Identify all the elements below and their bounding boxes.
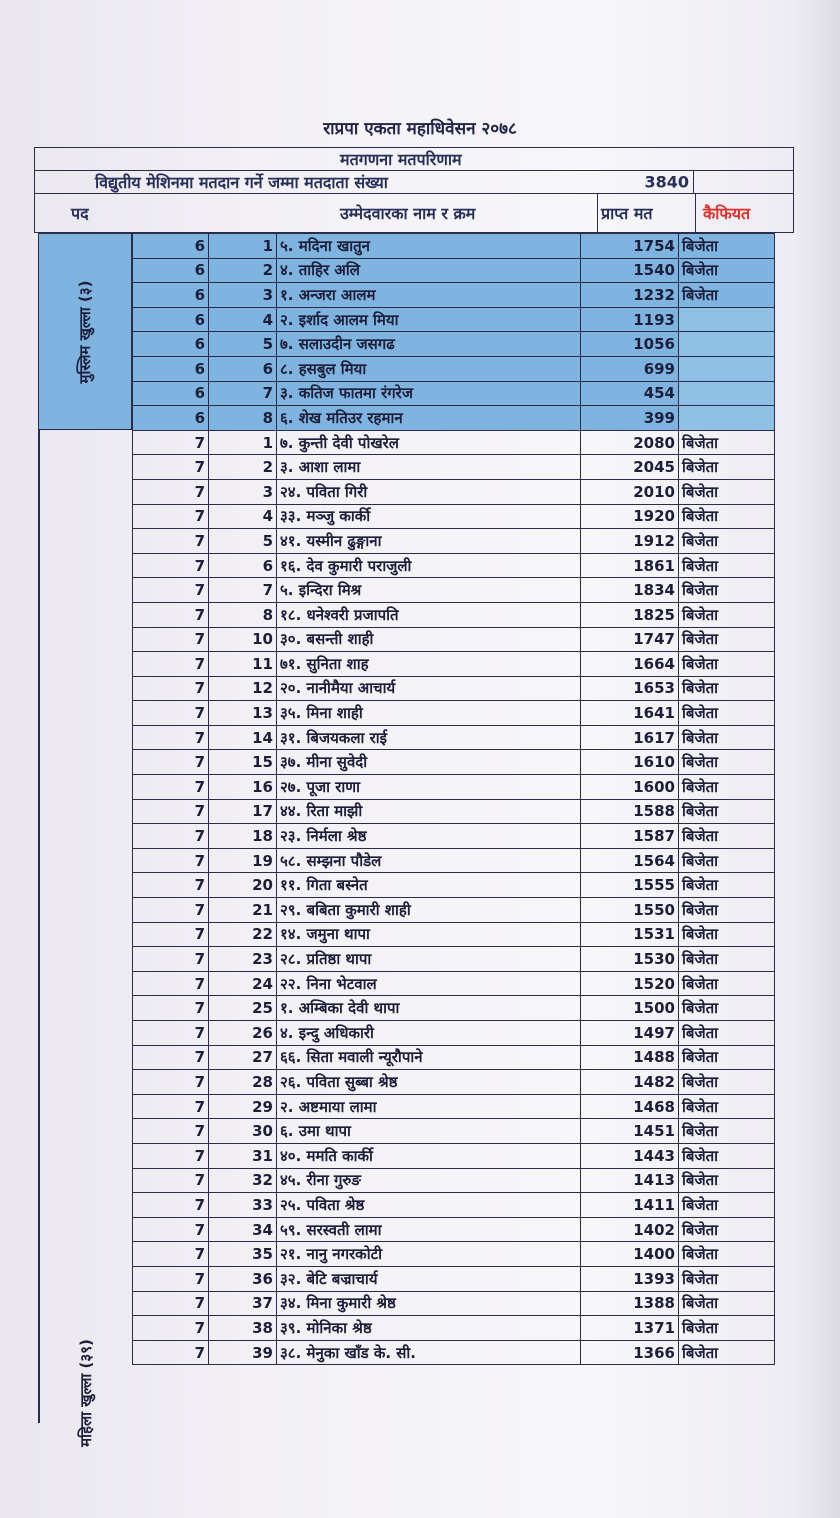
votes-cell: 1393 [581,1266,679,1291]
results-table [132,233,775,1365]
remark-cell: बिजेता [679,1094,775,1119]
rank-cell: 18 [209,824,277,849]
candidate-name-cell: ५. मदिना खातुन [277,234,581,259]
remark-cell: बिजेता [679,873,775,898]
remark-cell: बिजेता [679,996,775,1021]
col-candidate-header: उम्मेदवारका नाम र क्रम [340,204,476,223]
table-row [133,676,775,701]
voters-total: 3840 [644,172,689,192]
remark-cell: बिजेता [679,1045,775,1070]
rank-cell: 32 [209,1168,277,1193]
position-count-cell: 7 [133,553,209,578]
votes-cell: 1482 [581,1070,679,1095]
remark-cell: बिजेता [679,701,775,726]
table-row [133,258,775,283]
candidate-name-cell: ५८. सम्झना पौडेल [277,848,581,873]
remark-cell: बिजेता [679,578,775,603]
rank-cell: 2 [209,455,277,480]
rank-cell: 26 [209,1021,277,1046]
candidate-name-cell: २०. नानीमैया आचार्य [277,676,581,701]
table-row [133,799,775,824]
remark-cell: बिजेता [679,1168,775,1193]
candidate-name-cell: २९. बबिता कुमारी शाही [277,898,581,923]
rank-cell: 17 [209,799,277,824]
position-count-cell: 7 [133,971,209,996]
table-row [133,1143,775,1168]
rank-cell: 7 [209,578,277,603]
candidate-name-cell: ११. गिता बस्नेत [277,873,581,898]
votes-cell: 1400 [581,1242,679,1267]
results-heading: मतगणना मतपरिणाम [340,150,462,169]
category-label: महिला खुल्ला (३९) [77,1339,95,1447]
votes-cell: 1402 [581,1217,679,1242]
votes-cell: 1530 [581,947,679,972]
rank-cell: 5 [209,332,277,357]
remark-cell: बिजेता [679,234,775,259]
position-count-cell: 6 [133,381,209,406]
remark-cell: बिजेता [679,1070,775,1095]
rank-cell: 34 [209,1217,277,1242]
remark-cell: बिजेता [679,1291,775,1316]
position-count-cell: 6 [133,356,209,381]
position-count-cell: 7 [133,1193,209,1218]
rank-cell: 8 [209,602,277,627]
position-count-cell: 7 [133,602,209,627]
candidate-name-cell: ३९. मोनिका श्रेष्ठ [277,1316,581,1341]
position-count-cell: 7 [133,1242,209,1267]
rank-cell: 21 [209,898,277,923]
candidate-name-cell: ३७. मीना सुवेदी [277,750,581,775]
table-row [133,1094,775,1119]
rank-cell: 24 [209,971,277,996]
table-row [133,1340,775,1365]
rank-cell: 23 [209,947,277,972]
remark-cell: बिजेता [679,971,775,996]
table-row [133,455,775,480]
position-count-cell: 7 [133,898,209,923]
votes-cell: 1587 [581,824,679,849]
candidate-name-cell: ६. शेख मतिउर रहमान [277,406,581,431]
votes-cell: 1754 [581,234,679,259]
table-row [133,602,775,627]
position-count-cell: 7 [133,799,209,824]
votes-cell: 1664 [581,652,679,677]
remark-cell: बिजेता [679,1316,775,1341]
votes-cell: 1600 [581,775,679,800]
position-count-cell: 7 [133,652,209,677]
candidate-name-cell: ३८. मेनुका खाँड के. सी. [277,1340,581,1365]
table-row [133,898,775,923]
candidate-name-cell: ७. कुन्ती देवी पोखरेल [277,430,581,455]
voters-divider [693,171,694,193]
candidate-name-cell: २५. पविता श्रेष्ठ [277,1193,581,1218]
col-post-header: पद [71,204,89,223]
votes-cell: 1641 [581,701,679,726]
rank-cell: 6 [209,356,277,381]
position-count-cell: 7 [133,922,209,947]
votes-cell: 1531 [581,922,679,947]
votes-cell: 1912 [581,529,679,554]
remark-cell: बिजेता [679,848,775,873]
candidate-name-cell: ३२. बेटि बज्राचार्य [277,1266,581,1291]
voters-label: विद्युतीय मेशिनमा मतदान गर्ने जम्मा मतदाता संख्या [95,173,388,192]
votes-cell: 1366 [581,1340,679,1365]
table-row [133,701,775,726]
table-row [133,824,775,849]
position-count-cell: 7 [133,750,209,775]
rank-cell: 3 [209,283,277,308]
candidate-name-cell: ३. कतिज फातमा रंगरेज [277,381,581,406]
table-row [133,1291,775,1316]
position-count-cell: 7 [133,824,209,849]
candidate-name-cell: २६. पविता सुब्बा श्रेष्ठ [277,1070,581,1095]
candidate-name-cell: ३. आशा लामा [277,455,581,480]
rank-cell: 31 [209,1143,277,1168]
position-count-cell: 6 [133,307,209,332]
table-row [133,1021,775,1046]
position-count-cell: 7 [133,430,209,455]
rank-cell: 25 [209,996,277,1021]
candidate-name-cell: ४१. यस्मीन ढुङ्गाना [277,529,581,554]
results-table-body [133,234,775,1365]
candidate-name-cell: ४४. रिता माझी [277,799,581,824]
votes-cell: 1920 [581,504,679,529]
votes-cell: 1388 [581,1291,679,1316]
candidate-name-cell: २. अष्टमाया लामा [277,1094,581,1119]
candidate-name-cell: २. इर्शाद आलम मिया [277,307,581,332]
table-row [133,873,775,898]
remark-cell: बिजेता [679,775,775,800]
candidate-name-cell: ५९. सरस्वती लामा [277,1217,581,1242]
rank-cell: 7 [209,381,277,406]
rank-cell: 8 [209,406,277,431]
col-remark-header: कैफियत [703,204,751,223]
position-count-cell: 7 [133,1070,209,1095]
position-count-cell: 7 [133,996,209,1021]
category-label: मुस्लिम खुल्ला (३) [76,280,94,383]
rank-cell: 36 [209,1266,277,1291]
remark-cell [679,406,775,431]
candidate-name-cell: ३४. मिना कुमारी श्रेष्ठ [277,1291,581,1316]
votes-cell: 699 [581,356,679,381]
column-header-band [34,193,794,233]
rank-cell: 6 [209,553,277,578]
votes-cell: 1468 [581,1094,679,1119]
remark-cell: बिजेता [679,1266,775,1291]
results-heading-band [34,147,794,171]
rank-cell: 22 [209,922,277,947]
position-count-cell: 7 [133,873,209,898]
votes-cell: 1451 [581,1119,679,1144]
table-row [133,430,775,455]
votes-cell: 1232 [581,283,679,308]
position-count-cell: 7 [133,627,209,652]
candidate-name-cell: २१. नानु नगरकोटी [277,1242,581,1267]
position-count-cell: 7 [133,1094,209,1119]
remark-cell: बिजेता [679,430,775,455]
remark-cell: बिजेता [679,799,775,824]
table-row [133,283,775,308]
remark-cell [679,332,775,357]
position-count-cell: 7 [133,1119,209,1144]
rank-cell: 1 [209,430,277,455]
rank-cell: 1 [209,234,277,259]
remark-cell: बिजेता [679,1340,775,1365]
votes-cell: 1520 [581,971,679,996]
rank-cell: 11 [209,652,277,677]
position-count-cell: 7 [133,1266,209,1291]
rank-cell: 4 [209,504,277,529]
header-divider-remark [695,194,696,232]
votes-cell: 1861 [581,553,679,578]
rank-cell: 3 [209,479,277,504]
remark-cell: बिजेता [679,824,775,849]
table-row [133,1193,775,1218]
table-row [133,947,775,972]
candidate-name-cell: ४५. रीना गुरुङ [277,1168,581,1193]
candidate-name-cell: ४. इन्दु अधिकारी [277,1021,581,1046]
remark-cell: बिजेता [679,922,775,947]
remark-cell: बिजेता [679,1217,775,1242]
rank-cell: 5 [209,529,277,554]
rank-cell: 16 [209,775,277,800]
table-row [133,578,775,603]
votes-cell: 1413 [581,1168,679,1193]
remark-cell: बिजेता [679,283,775,308]
table-row [133,307,775,332]
candidate-name-cell: ५. इन्दिरा मिश्र [277,578,581,603]
candidate-name-cell: २४. पविता गिरी [277,479,581,504]
votes-cell: 1834 [581,578,679,603]
candidate-name-cell: १४. जमुना थापा [277,922,581,947]
header-divider-votes [597,194,598,232]
candidate-name-cell: ७१. सुनिता शाह [277,652,581,677]
table-row [133,356,775,381]
rank-cell: 33 [209,1193,277,1218]
table-row [133,1119,775,1144]
candidate-name-cell: ७. सलाउदीन जसगढ [277,332,581,357]
position-count-cell: 7 [133,701,209,726]
rank-cell: 2 [209,258,277,283]
remark-cell [679,307,775,332]
position-count-cell: 7 [133,1291,209,1316]
rank-cell: 28 [209,1070,277,1095]
candidate-name-cell: १८. धनेश्वरी प्रजापति [277,602,581,627]
rank-cell: 30 [209,1119,277,1144]
votes-cell: 1747 [581,627,679,652]
votes-cell: 1825 [581,602,679,627]
remark-cell: बिजेता [679,479,775,504]
position-count-cell: 7 [133,1168,209,1193]
rank-cell: 13 [209,701,277,726]
remark-cell: बिजेता [679,750,775,775]
remark-cell: बिजेता [679,504,775,529]
table-row [133,750,775,775]
candidate-name-cell: ३१. बिजयकला राई [277,725,581,750]
remark-cell: बिजेता [679,258,775,283]
remark-cell: बिजेता [679,652,775,677]
candidate-name-cell: २७. पूजा राणा [277,775,581,800]
position-count-cell: 7 [133,578,209,603]
position-count-cell: 7 [133,1045,209,1070]
table-row [133,1168,775,1193]
table-row [133,234,775,259]
position-count-cell: 7 [133,1340,209,1365]
rank-cell: 29 [209,1094,277,1119]
table-row [133,1045,775,1070]
table-row [133,479,775,504]
remark-cell: बिजेता [679,725,775,750]
candidate-name-cell: १६. देव कुमारी पराजुली [277,553,581,578]
votes-cell: 1500 [581,996,679,1021]
table-row [133,725,775,750]
remark-cell: बिजेता [679,947,775,972]
candidate-name-cell: २२. निना भेटवाल [277,971,581,996]
votes-cell: 1411 [581,1193,679,1218]
position-count-cell: 6 [133,258,209,283]
rank-cell: 12 [209,676,277,701]
table-row [133,332,775,357]
remark-cell: बिजेता [679,455,775,480]
rank-cell: 38 [209,1316,277,1341]
votes-cell: 2010 [581,479,679,504]
table-row [133,1217,775,1242]
rank-cell: 35 [209,1242,277,1267]
category-women-open [38,430,132,1447]
table-row [133,1242,775,1267]
remark-cell: बिजेता [679,529,775,554]
voters-band [34,170,794,194]
table-row [133,775,775,800]
votes-cell: 399 [581,406,679,431]
candidate-name-cell: ६६. सिता मवाली न्यूरौपाने [277,1045,581,1070]
table-row [133,1316,775,1341]
candidate-name-cell: ३०. बसन्ती शाही [277,627,581,652]
votes-cell: 454 [581,381,679,406]
votes-cell: 1617 [581,725,679,750]
table-row [133,996,775,1021]
position-count-cell: 7 [133,529,209,554]
rank-cell: 19 [209,848,277,873]
table-row [133,627,775,652]
position-count-cell: 7 [133,1021,209,1046]
table-row [133,381,775,406]
position-count-cell: 7 [133,676,209,701]
position-count-cell: 7 [133,479,209,504]
remark-cell [679,381,775,406]
candidate-name-cell: १. अम्बिका देवी थापा [277,996,581,1021]
votes-cell: 1550 [581,898,679,923]
votes-cell: 1588 [581,799,679,824]
rank-cell: 39 [209,1340,277,1365]
position-count-cell: 6 [133,406,209,431]
rank-cell: 14 [209,725,277,750]
table-row [133,406,775,431]
position-count-cell: 7 [133,725,209,750]
remark-cell: बिजेता [679,898,775,923]
candidate-name-cell: ३५. मिना शाही [277,701,581,726]
candidate-name-cell: ६. उमा थापा [277,1119,581,1144]
position-count-cell: 7 [133,947,209,972]
paper-edge [794,0,840,1518]
table-row [133,971,775,996]
position-count-cell: 7 [133,775,209,800]
table-row [133,1266,775,1291]
votes-cell: 1564 [581,848,679,873]
table-row [133,848,775,873]
candidate-name-cell: ४. ताहिर अलि [277,258,581,283]
remark-cell: बिजेता [679,1021,775,1046]
table-row [133,922,775,947]
rank-cell: 37 [209,1291,277,1316]
rank-cell: 27 [209,1045,277,1070]
remark-cell: बिजेता [679,602,775,627]
table-row [133,652,775,677]
category-muslim-open [38,233,132,430]
votes-cell: 1443 [581,1143,679,1168]
remark-cell: बिजेता [679,553,775,578]
remark-cell: बिजेता [679,676,775,701]
remark-cell: बिजेता [679,1242,775,1267]
position-count-cell: 7 [133,1143,209,1168]
votes-cell: 1540 [581,258,679,283]
candidate-name-cell: ८. हसबुल मिया [277,356,581,381]
votes-cell: 1555 [581,873,679,898]
position-count-cell: 6 [133,283,209,308]
position-count-cell: 7 [133,1316,209,1341]
rank-cell: 10 [209,627,277,652]
position-count-cell: 7 [133,504,209,529]
position-count-cell: 6 [133,234,209,259]
position-count-cell: 7 [133,455,209,480]
votes-cell: 1056 [581,332,679,357]
candidate-name-cell: २८. प्रतिष्ठा थापा [277,947,581,972]
table-row [133,504,775,529]
position-count-cell: 7 [133,848,209,873]
votes-cell: 2045 [581,455,679,480]
table-row [133,529,775,554]
candidate-name-cell: १. अन्जरा आलम [277,283,581,308]
votes-cell: 1371 [581,1316,679,1341]
remark-cell: बिजेता [679,1193,775,1218]
remark-cell: बिजेता [679,627,775,652]
votes-cell: 1653 [581,676,679,701]
col-votes-header: प्राप्त मत [601,204,653,223]
table-row [133,553,775,578]
table-row [133,1070,775,1095]
remark-cell: बिजेता [679,1119,775,1144]
votes-cell: 1488 [581,1045,679,1070]
votes-cell: 2080 [581,430,679,455]
votes-cell: 1610 [581,750,679,775]
position-count-cell: 7 [133,1217,209,1242]
remark-cell [679,356,775,381]
votes-cell: 1193 [581,307,679,332]
candidate-name-cell: २३. निर्मला श्रेष्ठ [277,824,581,849]
votes-cell: 1497 [581,1021,679,1046]
rank-cell: 15 [209,750,277,775]
position-count-cell: 6 [133,332,209,357]
rank-cell: 4 [209,307,277,332]
document-title: राप्रपा एकता महाधिवेसन २०७८ [323,119,517,139]
candidate-name-cell: ४०. ममति कार्की [277,1143,581,1168]
rank-cell: 20 [209,873,277,898]
remark-cell: बिजेता [679,1143,775,1168]
candidate-name-cell: ३३. मञ्जु कार्की [277,504,581,529]
